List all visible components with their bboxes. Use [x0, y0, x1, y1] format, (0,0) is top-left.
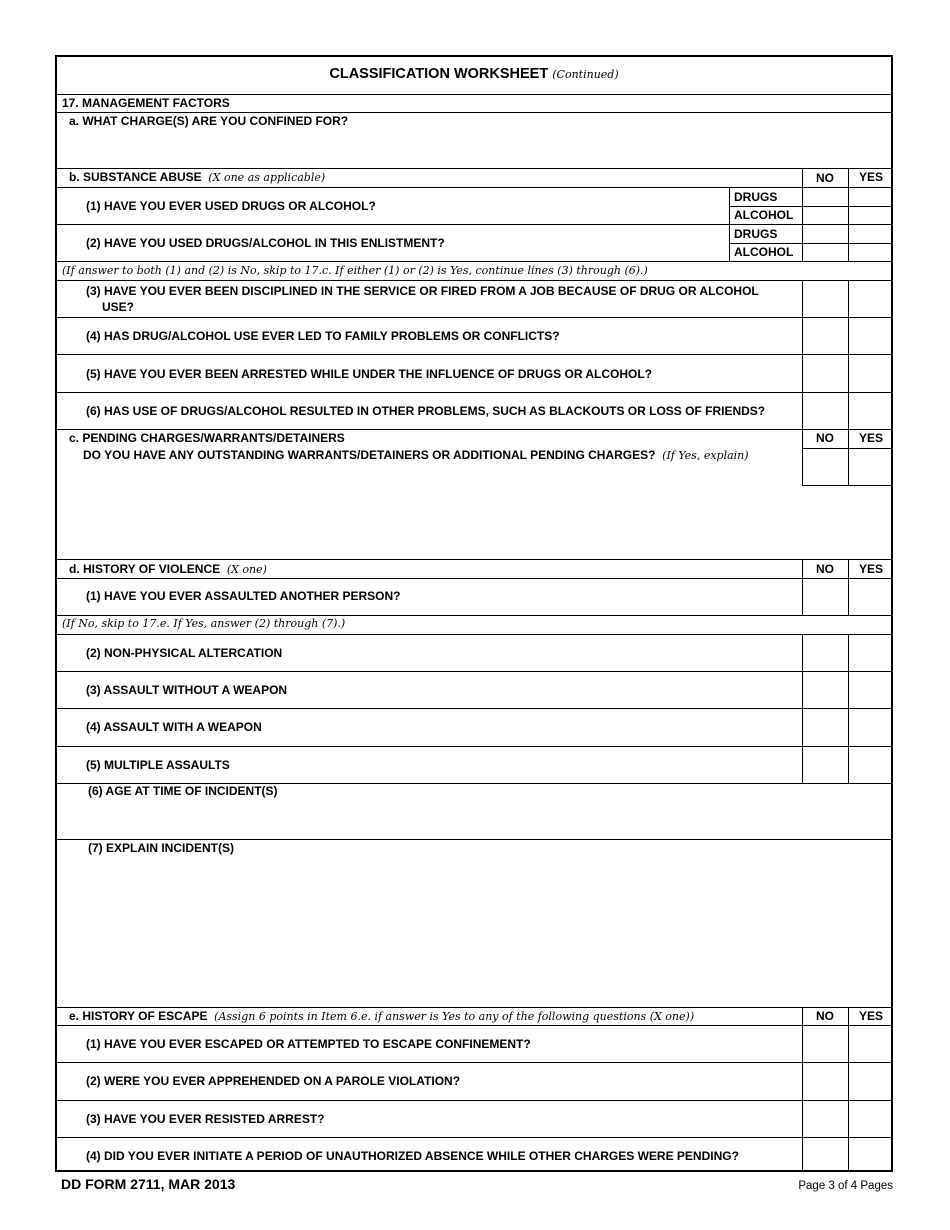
violence-q5: (5) MULTIPLE ASSAULTS	[86, 758, 230, 772]
substance-abuse-label: b. SUBSTANCE ABUSE (X one as applicable)	[69, 170, 326, 184]
title-note: (Continued)	[552, 68, 619, 81]
violence-q5-yes-box[interactable]	[849, 747, 891, 783]
form-title: CLASSIFICATION WORKSHEET (Continued)	[329, 66, 619, 82]
violence-q2-no-box[interactable]	[803, 635, 847, 671]
charges-field[interactable]	[63, 129, 885, 166]
violence-q1-no-box[interactable]	[803, 579, 847, 615]
violence-q3-no-box[interactable]	[803, 672, 847, 708]
violence-q2-yes-box[interactable]	[849, 635, 891, 671]
escape-q3-no-box[interactable]	[803, 1101, 847, 1137]
violence-q2: (2) NON-PHYSICAL ALTERCATION	[86, 646, 283, 660]
violence-q1: (1) HAVE YOU EVER ASSAULTED ANOTHER PERSON?	[86, 589, 401, 603]
q6-yes-box[interactable]	[849, 393, 891, 429]
escape-label: e. HISTORY OF ESCAPE (Assign 6 points in Item 6.e. if answer is Yes to any of the following questions (X one))	[69, 1009, 695, 1023]
pending-yes-header: YES	[858, 431, 883, 445]
q1-drugs-label: DRUGS	[734, 190, 778, 204]
escape-q1-no-box[interactable]	[803, 1026, 847, 1062]
q2-alcohol-no-box[interactable]	[803, 244, 847, 261]
escape-q2-no-box[interactable]	[803, 1063, 847, 1100]
q2-drugs-label: DRUGS	[734, 227, 778, 241]
q4-no-box[interactable]	[803, 318, 847, 354]
substance-q3-line2: USE?	[102, 300, 135, 314]
escape-q4-no-box[interactable]	[803, 1138, 847, 1172]
q3-yes-box[interactable]	[849, 281, 891, 317]
pending-no-box[interactable]	[803, 449, 847, 485]
q4-yes-box[interactable]	[849, 318, 891, 354]
violence-q5-no-box[interactable]	[803, 747, 847, 783]
q1-alcohol-yes-box[interactable]	[849, 207, 891, 224]
q1-drugs-no-box[interactable]	[803, 188, 847, 205]
form-identifier: DD FORM 2711, MAR 2013	[61, 1176, 236, 1192]
escape-q4-yes-box[interactable]	[849, 1138, 891, 1172]
q2-drugs-no-box[interactable]	[803, 225, 847, 242]
escape-no-header: NO	[816, 1009, 834, 1023]
page-number: Page 3 of 4 Pages	[798, 1180, 893, 1192]
substance-q3-line1: (3) HAVE YOU EVER BEEN DISCIPLINED IN THE SERVICE OR FIRED FROM A JOB BECAUSE OF DRUG OR ALCOHOL	[86, 284, 759, 298]
substance-q1: (1) HAVE YOU EVER USED DRUGS OR ALCOHOL?	[86, 199, 376, 213]
escape-q2-yes-box[interactable]	[849, 1063, 891, 1100]
violence-q6: (6) AGE AT TIME OF INCIDENT(S)	[88, 784, 278, 798]
escape-q2: (2) WERE YOU EVER APPREHENDED ON A PAROLE VIOLATION?	[86, 1074, 461, 1088]
q6-no-box[interactable]	[803, 393, 847, 429]
violence-q4: (4) ASSAULT WITH A WEAPON	[86, 720, 262, 734]
q3-no-box[interactable]	[803, 281, 847, 317]
incident-explain-field[interactable]	[63, 857, 885, 1005]
pending-charges-label: c. PENDING CHARGES/WARRANTS/DETAINERS	[69, 431, 345, 445]
q2-alcohol-yes-box[interactable]	[849, 244, 891, 261]
q5-yes-box[interactable]	[849, 355, 891, 392]
violence-q1-yes-box[interactable]	[849, 579, 891, 615]
escape-q3: (3) HAVE YOU EVER RESISTED ARREST?	[86, 1112, 325, 1126]
violence-no-header: NO	[816, 562, 834, 576]
pending-charges-question: DO YOU HAVE ANY OUTSTANDING WARRANTS/DETAINERS OR ADDITIONAL PENDING CHARGES? (If Yes, explain)	[83, 448, 749, 462]
escape-q3-yes-box[interactable]	[849, 1101, 891, 1137]
classification-worksheet-form	[55, 55, 893, 1172]
violence-q3: (3) ASSAULT WITHOUT A WEAPON	[86, 683, 288, 697]
violence-q3-yes-box[interactable]	[849, 672, 891, 708]
violence-q7: (7) EXPLAIN INCIDENT(S)	[88, 841, 235, 855]
q1-alcohol-no-box[interactable]	[803, 207, 847, 224]
pending-yes-box[interactable]	[849, 449, 891, 485]
violence-label: d. HISTORY OF VIOLENCE (X one)	[69, 562, 267, 576]
q5-no-box[interactable]	[803, 355, 847, 392]
escape-yes-header: YES	[858, 1009, 883, 1023]
substance-no-header: NO	[816, 171, 834, 185]
section-17-heading: 17. MANAGEMENT FACTORS	[62, 96, 230, 110]
pending-explain-field[interactable]	[63, 487, 885, 557]
q2-drugs-yes-box[interactable]	[849, 225, 891, 242]
q2-alcohol-label: ALCOHOL	[734, 245, 794, 259]
violence-q4-yes-box[interactable]	[849, 709, 891, 746]
escape-q4: (4) DID YOU EVER INITIATE A PERIOD OF UNAUTHORIZED ABSENCE WHILE OTHER CHARGES WERE PENDING?	[86, 1149, 739, 1163]
substance-q4: (4) HAS DRUG/ALCOHOL USE EVER LED TO FAMILY PROBLEMS OR CONFLICTS?	[86, 329, 560, 343]
q1-drugs-yes-box[interactable]	[849, 188, 891, 205]
escape-q1: (1) HAVE YOU EVER ESCAPED OR ATTEMPTED TO ESCAPE CONFINEMENT?	[86, 1037, 531, 1051]
incident-age-field[interactable]	[63, 800, 885, 837]
substance-instruction: (If answer to both (1) and (2) is No, skip to 17.c. If either (1) or (2) is Yes, continue lines (3) through (6).)	[62, 264, 648, 277]
substance-q2: (2) HAVE YOU USED DRUGS/ALCOHOL IN THIS ENLISTMENT?	[86, 236, 445, 250]
charges-label: a. WHAT CHARGE(S) ARE YOU CONFINED FOR?	[69, 114, 349, 128]
violence-yes-header: YES	[858, 562, 883, 576]
q1-alcohol-label: ALCOHOL	[734, 208, 794, 222]
substance-q5: (5) HAVE YOU EVER BEEN ARRESTED WHILE UNDER THE INFLUENCE OF DRUGS OR ALCOHOL?	[86, 367, 653, 381]
substance-q6: (6) HAS USE OF DRUGS/ALCOHOL RESULTED IN OTHER PROBLEMS, SUCH AS BLACKOUTS OR LOSS OF FRIENDS?	[86, 404, 766, 418]
violence-instruction: (If No, skip to 17.e. If Yes, answer (2) through (7).)	[62, 617, 346, 630]
escape-q1-yes-box[interactable]	[849, 1026, 891, 1062]
pending-no-header: NO	[816, 431, 834, 445]
substance-yes-header: YES	[858, 170, 883, 184]
violence-q4-no-box[interactable]	[803, 709, 847, 746]
